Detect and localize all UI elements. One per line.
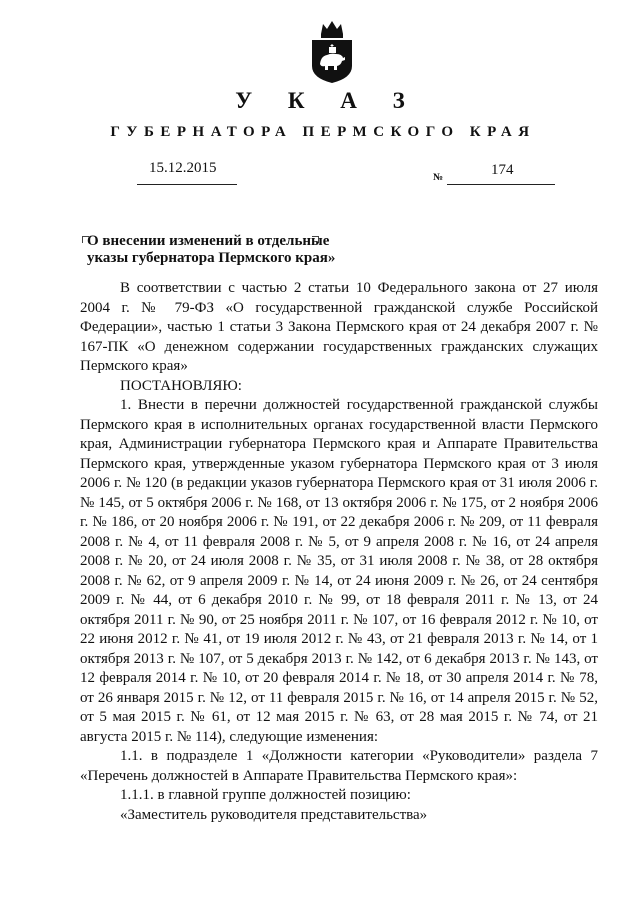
preamble-paragraph: В соответствии с частью 2 статьи 10 Федерального закона от 27 июля 2004 г. № 79-ФЗ «О государственной гражданской службе Российской Федерации», частью 1 статьи 3 Закона Пермского края от 24 декабря 2007 г. № 167-ПК «О денежном содержании государственных гражданских служащих Пермского края»	[80, 280, 598, 374]
number-sign: №	[433, 172, 444, 183]
decree-word: ПОСТАНОВЛЯЮ:	[120, 377, 242, 394]
document-title: У К А З	[235, 88, 420, 113]
date-underline	[137, 184, 237, 185]
clause-1-1-paragraph: 1.1. в подразделе 1 «Должности категории «Руководители» раздела 7 «Перечень должностей в Аппарате Правительства Пермского края»:	[80, 748, 598, 784]
perm-krai-coat-of-arms-icon	[309, 20, 355, 84]
heading-line-2: указы губернатора Пермского края»	[87, 250, 336, 266]
document-number: 174	[491, 162, 514, 178]
document-date: 15.12.2015	[149, 160, 217, 176]
clause-1-1-1-paragraph: 1.1.1. в главной группе должностей позицию:	[120, 787, 411, 803]
position-quote-paragraph: «Заместитель руководителя представительства»	[120, 806, 428, 823]
number-underline	[447, 184, 555, 185]
heading-line-1: О внесении изменений в отдельные	[87, 233, 330, 249]
document-heading	[87, 233, 335, 267]
document-body	[80, 279, 598, 825]
clause-1-paragraph: 1. Внести в перечни должностей государственной гражданской службы Пермского края в исполнительных органах государственной власти Пермского края, Администрации губернатора Пермского края и Аппарате Правительства Пермского края, утвержденные указом губернатора Пермского края от 3 июля 2006 г. № 120 (в редакции указов губернатора Пермского края от 31 июля 2006 г. № 145, от 5 октября 2006 г. № 168, от 13 октября 2006 г. № 175, от 2 ноября 2006 г. № 186, от 20 ноября 2006 г. № 191, от 22 декабря 2006 г. № 209, от 11 февраля 2008 г. № 4, от 11 февраля 2008 г. № 5, от 9 апреля 2008 г. № 16, от 24 апреля 2008 г. № 20, от 24 июля 2008 г. № 35, от 31 июля 2008 г. № 38, от 28 октября 2008 г. № 62, от 9 апреля 2009 г. № 14, от 24 июня 2009 г. № 26, от 24 сентября 2009 г. № 44, от 6 декабря 2010 г. № 99, от 18 февраля 2011 г. № 13, от 24 октября 2011 г. № 90, от 25 ноября 2011 г. № 107, от 16 февраля 2012 г. № 10, от 22 июня 2012 г. № 41, от 19 июля 2012 г. № 43, от 21 февраля 2013 г. № 14, от 1 октября 2013 г. № 107, от 5 декабря 2013 г. № 142, от 6 декабря 2013 г. № 143, от 12 февраля 2014 г. № 10, от 20 февраля 2014 г. № 18, от 30 апреля 2014 г. № 78, от 26 января 2015 г. № 12, от 11 февраля 2015 г. № 16, от 14 апреля 2015 г. № 52, от 5 мая 2015 г. № 61, от 12 мая 2015 г. № 63, от 28 мая 2015 г. № 74, от 21 августа 2015 г. № 114), следующие изменения:	[80, 397, 598, 745]
issuer-title: ГУБЕРНАТОРА ПЕРМСКОГО КРАЯ	[110, 124, 536, 140]
